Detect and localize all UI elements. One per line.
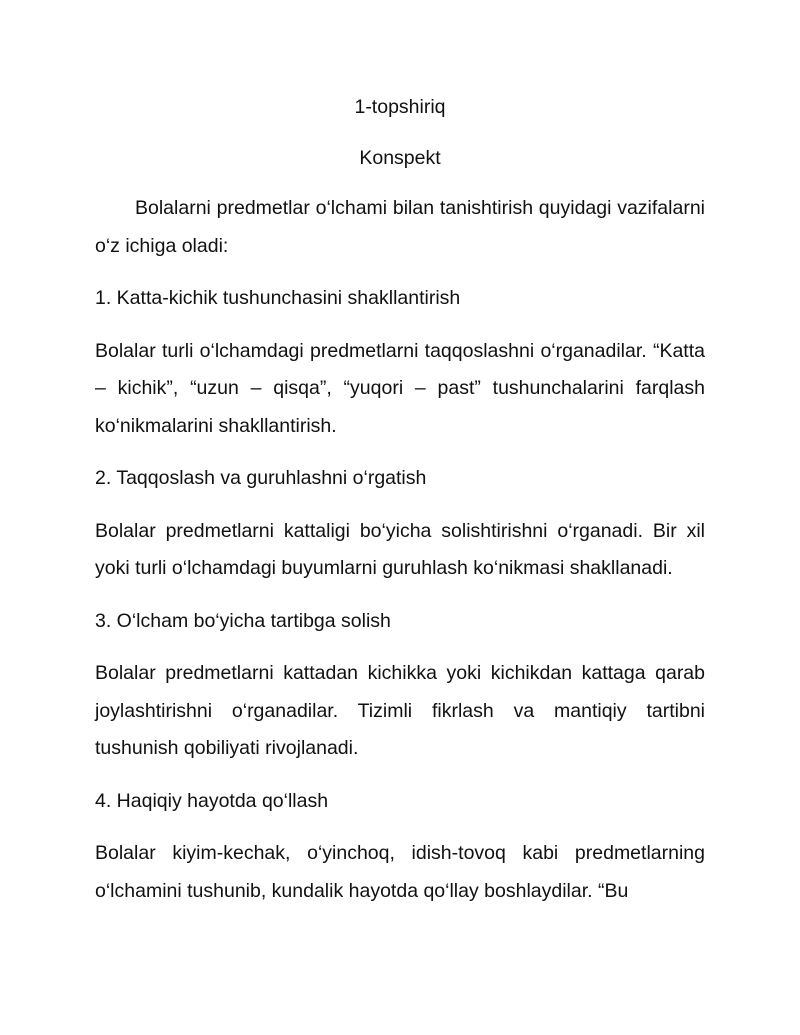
- section-heading: 2. Taqqoslash va guruhlashni o‘rgatish: [95, 467, 427, 489]
- section-paragraph: Bolalar predmetlarni kattaligi bo‘yicha solishtirishni o‘rganadi. Bir xil yoki turli o‘lchamdagi buyumlarni guruhlash ko‘nikmasi shakllanadi.: [95, 519, 705, 579]
- document-page: [95, 92, 705, 910]
- section-paragraph: Bolalar turli o‘lchamdagi predmetlarni taqqoslashni o‘rganadilar. “Katta – kichik”, “uzun – qisqa”, “yuqori – past” tushunchalarini farqlash ko‘nikmalarini shakllantirish.: [95, 339, 705, 437]
- document-title: 1-topshiriq: [354, 96, 446, 118]
- section-heading: 3. O‘lcham bo‘yicha tartibga solish: [95, 609, 391, 632]
- intro-paragraph: Bolalarni predmetlar o‘lchami bilan tanishtirish quyidagi vazifalarni o‘z ichiga oladi:: [95, 197, 705, 257]
- section-heading: 1. Katta-kichik tushunchasini shakllantirish: [95, 287, 461, 309]
- section-heading: 4. Haqiqiy hayotda qo‘llash: [95, 789, 329, 812]
- document-subtitle: Konspekt: [359, 147, 441, 169]
- section-paragraph: Bolalar predmetlarni kattadan kichikka yoki kichikdan kattaga qarab joylashtirishni o‘rganadilar. Tizimli fikrlash va mantiqiy tartibni tushunish qobiliyati rivojlanadi.: [95, 662, 705, 759]
- section-paragraph: Bolalar kiyim-kechak, o‘yinchoq, idish-tovoq kabi predmetlarning o‘lchamini tushunib, kundalik hayotda qo‘llay boshlaydilar. “Bu: [95, 842, 705, 902]
